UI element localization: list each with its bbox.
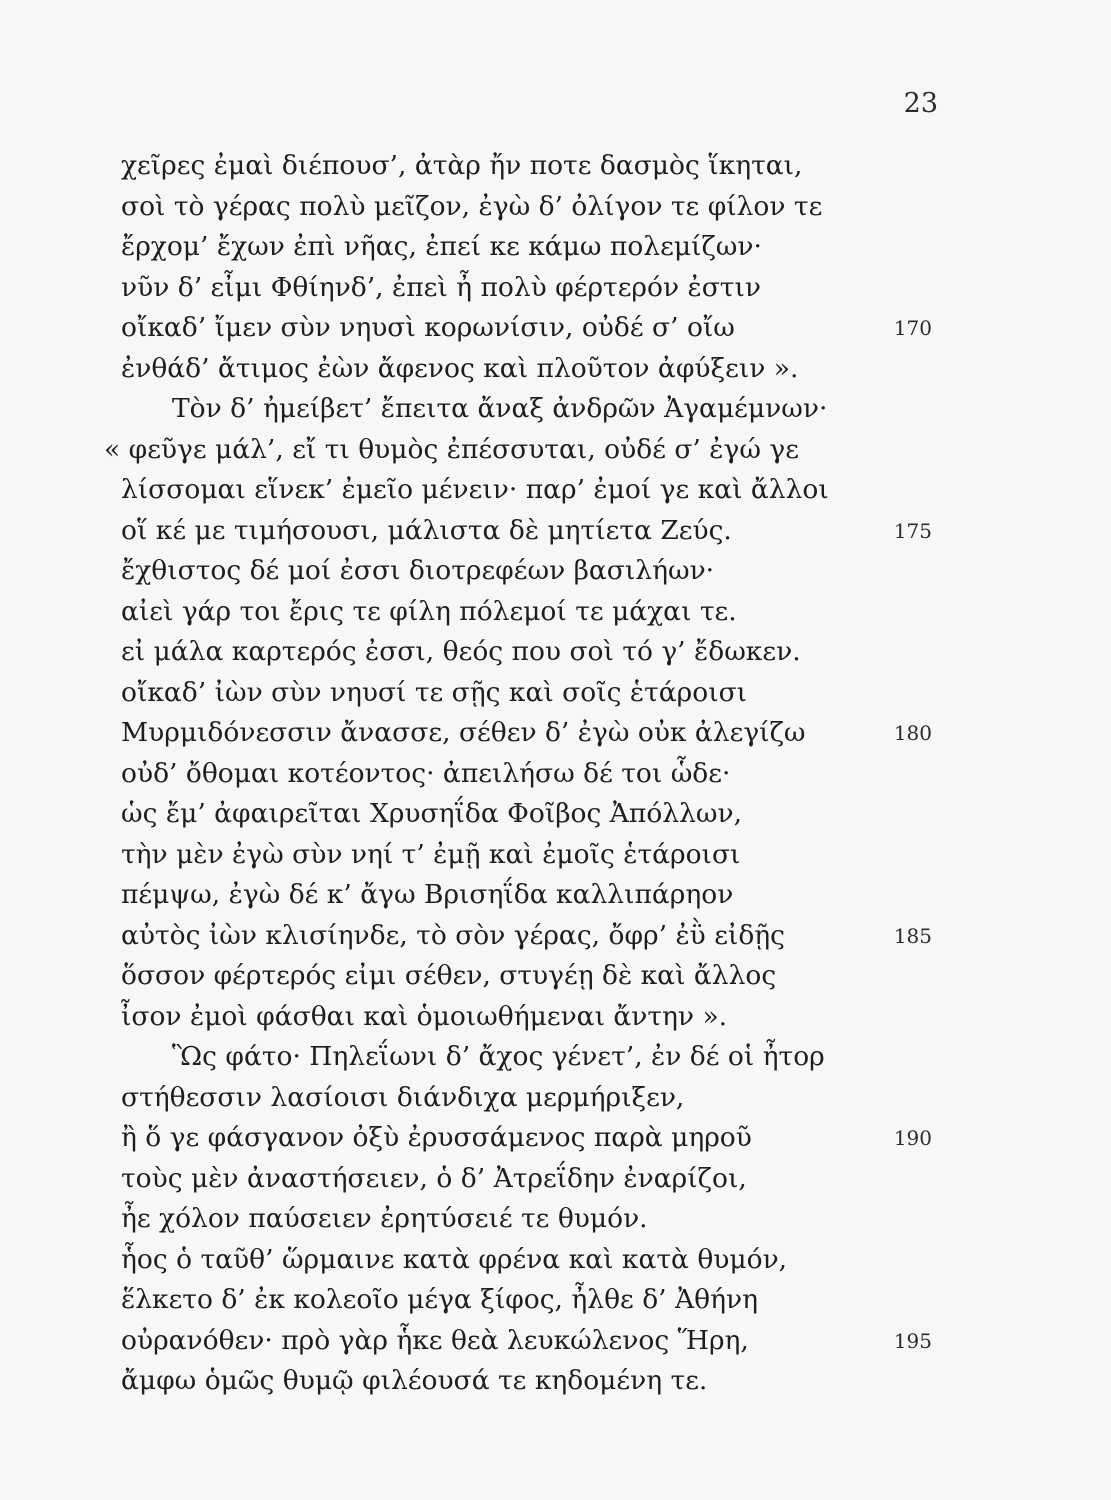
- verse-line: [0, 875, 1111, 916]
- verse-line: [0, 1037, 1111, 1078]
- verse-text: « φεῦγε μάλ’, εἴ τι θυμὸς ἐπέσσυται, οὐδέ σ’ ἐγώ γε: [104, 433, 799, 465]
- verse-text: οὐδ’ ὄθομαι κοτέοντος· ἀπειλήσω δέ τοι ὧδε·: [121, 757, 731, 789]
- line-number: 185: [893, 923, 932, 948]
- line-number: 175: [893, 518, 932, 543]
- verse-line: [0, 1361, 1111, 1402]
- verse-text: ἔχθιστος δέ μοί ἐσσι διοτρεφέων βασιλήων·: [121, 555, 715, 586]
- line-number: 170: [893, 316, 932, 340]
- verse-text: τὴν μὲν ἐγὼ σὺν νηί τ’ ἐμῇ καὶ ἐμοῖς ἑτάροισι: [121, 838, 741, 870]
- verse-text: εἰ μάλα καρτερός ἐσσι, θεός που σοὶ τό γ’ ἔδωκεν.: [121, 636, 801, 667]
- verse-text: ὅσσον φέρτερός εἰμι σέθεν, στυγέῃ δὲ καὶ ἄλλος: [121, 960, 777, 991]
- line-number: 195: [893, 1328, 932, 1353]
- verse-text: χεῖρες ἐμαὶ διέπουσ’, ἀτὰρ ἤν ποτε δασμὸς ἵκηται,: [121, 150, 803, 181]
- verse-text: νῦν δ’ εἶμι Φθίηνδ’, ἐπεὶ ἦ πολὺ φέρτερόν ἐστιν: [121, 271, 761, 303]
- verse-text: ἶσον ἐμοὶ φάσθαι καὶ ὁμοιωθήμεναι ἄντην ».: [121, 1000, 728, 1032]
- verse-text: ἄμφω ὁμῶς θυμῷ φιλέουσά τε κηδομένη τε.: [121, 1365, 708, 1396]
- verse-text: οἵ κέ με τιμήσουσι, μάλιστα δὲ μητίετα Ζεύς.: [121, 514, 732, 546]
- verse-line: [0, 1321, 1111, 1362]
- verse-text: ἔρχομ’ ἔχων ἐπὶ νῆας, ἐπεί κε κάμω πολεμίζων·: [121, 231, 762, 262]
- verse-line: [0, 632, 1111, 673]
- verse-text: λίσσομαι εἵνεκ’ ἐμεῖο μένειν· παρ’ ἐμοί γε καὶ ἄλλοι: [121, 474, 829, 505]
- verse-text: αὐτὸς ἰὼν κλισίηνδε, τὸ σὸν γέρας, ὄφρ’ ἐῢ εἰδῇς: [121, 919, 785, 951]
- verse-text: Ὣς φάτο· Πηλεΐωνι δ’ ἄχος γένετ’, ἐν δέ οἱ ἦτορ: [172, 1041, 825, 1072]
- verse-line: [0, 308, 1111, 349]
- verse-line: [0, 551, 1111, 592]
- verse-text: οἴκαδ’ ἰὼν σὺν νηυσί τε σῇς καὶ σοῖς ἑτάροισι: [121, 676, 748, 708]
- verse-text: οἴκαδ’ ἴμεν σὺν νηυσὶ κορωνίσιν, οὐδέ σ’ οἴω: [121, 312, 735, 343]
- verse-line: [0, 146, 1111, 187]
- verse-text: ἦε χόλον παύσειεν ἐρητύσειέ τε θυμόν.: [121, 1203, 648, 1234]
- verse-text: ἢ ὅ γε φάσγανον ὀξὺ ἐρυσσάμενος παρὰ μηροῦ: [121, 1122, 752, 1153]
- verse-block: [0, 146, 1111, 1402]
- verse-line: [0, 1078, 1111, 1119]
- verse-line: [0, 430, 1111, 471]
- verse-line: [0, 187, 1111, 228]
- verse-text: ἧος ὁ ταῦθ’ ὥρμαινε κατὰ φρένα καὶ κατὰ θυμόν,: [121, 1243, 788, 1275]
- verse-line: [0, 997, 1111, 1038]
- verse-text: οὐρανόθεν· πρὸ γὰρ ἧκε θεὰ λευκώλενος Ἥρη,: [121, 1324, 749, 1356]
- verse-line: [0, 1199, 1111, 1240]
- verse-line: [0, 794, 1111, 835]
- verse-text: Τὸν δ’ ἠμείβετ’ ἔπειτα ἄναξ ἀνδρῶν Ἀγαμέμνων·: [172, 393, 828, 424]
- verse-text: τοὺς μὲν ἀναστήσειεν, ὁ δ’ Ἀτρεΐδην ἐναρίζοι,: [121, 1162, 747, 1194]
- verse-text: Μυρμιδόνεσσιν ἄνασσε, σέθεν δ’ ἐγὼ οὐκ ἀλεγίζω: [121, 717, 806, 748]
- line-number: 180: [893, 721, 932, 745]
- verse-text: αἰεὶ γάρ τοι ἔρις τε φίλη πόλεμοί τε μάχαι τε.: [121, 595, 737, 627]
- verse-line: [0, 511, 1111, 552]
- verse-line: [0, 227, 1111, 268]
- verse-text: σοὶ τὸ γέρας πολὺ μεῖζον, ἐγὼ δ’ ὀλίγον τε φίλον τε: [121, 190, 823, 222]
- verse-line: [0, 673, 1111, 714]
- verse-line: [0, 1240, 1111, 1281]
- verse-text: ἐνθάδ’ ἄτιμος ἐὼν ἄφενος καὶ πλοῦτον ἀφύξειν ».: [121, 352, 799, 384]
- verse-line: [0, 1280, 1111, 1321]
- verse-line: [0, 592, 1111, 633]
- verse-line: [0, 835, 1111, 876]
- verse-text: στήθεσσιν λασίοισι διάνδιχα μερμήριξεν,: [121, 1081, 685, 1113]
- verse-line: [0, 956, 1111, 997]
- verse-line: [0, 1159, 1111, 1200]
- verse-line: [0, 470, 1111, 511]
- line-number: 190: [893, 1126, 932, 1150]
- verse-line: [0, 349, 1111, 390]
- verse-line: [0, 713, 1111, 754]
- page-number: 23: [903, 88, 938, 119]
- verse-line: [0, 1118, 1111, 1159]
- verse-text: ὡς ἔμ’ ἀφαιρεῖται Χρυσηΐδα Φοῖβος Ἀπόλλων,: [121, 798, 743, 829]
- verse-line: [0, 754, 1111, 795]
- verse-line: [0, 916, 1111, 957]
- verse-text: πέμψω, ἐγὼ δέ κ’ ἄγω Βρισηΐδα καλλιπάρηον: [121, 879, 734, 910]
- verse-text: ἕλκετο δ’ ἐκ κολεοῖο μέγα ξίφος, ἦλθε δ’ Ἀθήνη: [121, 1284, 758, 1315]
- verse-line: [0, 389, 1111, 430]
- verse-line: [0, 268, 1111, 309]
